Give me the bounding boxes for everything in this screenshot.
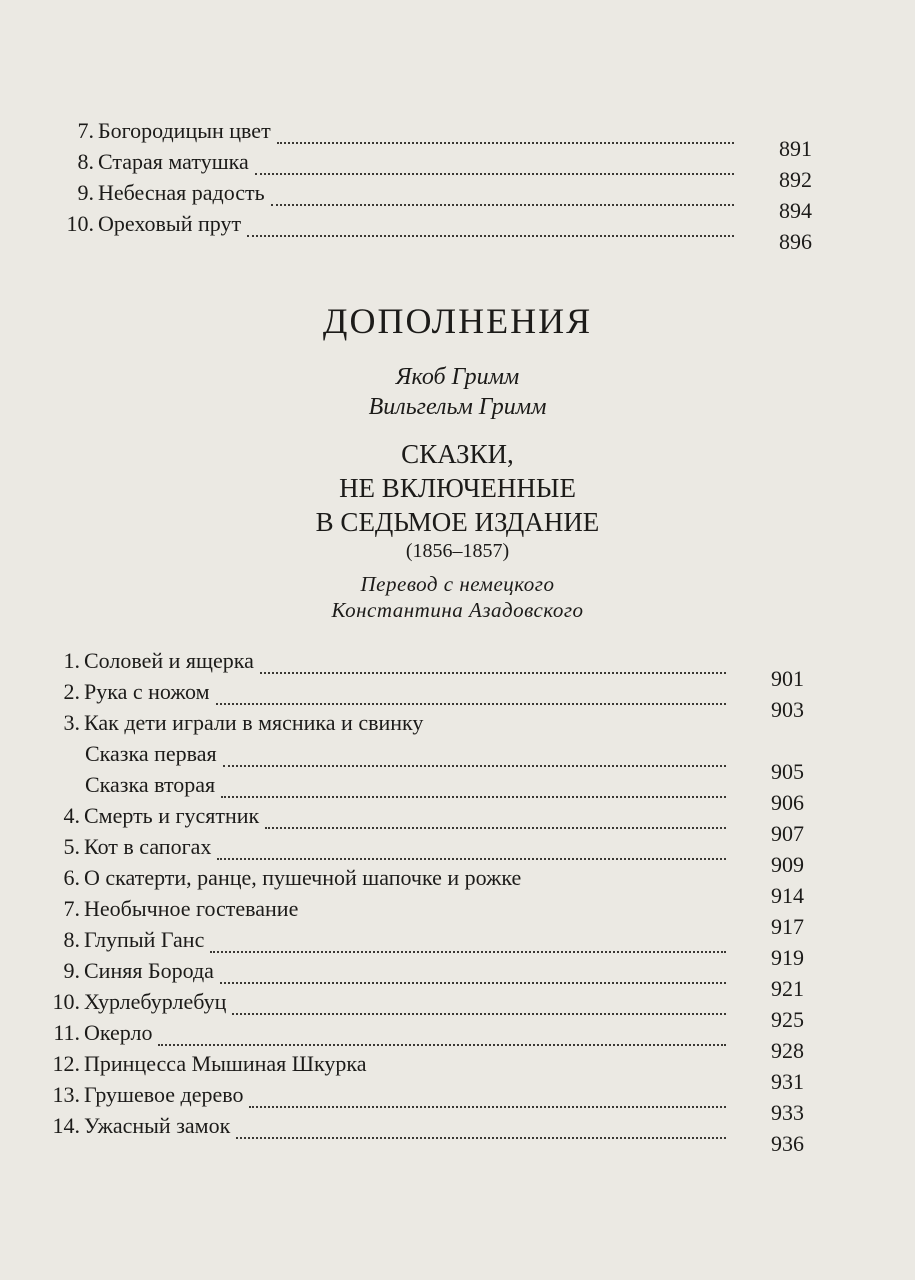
entry-title: Богородицын цвет (98, 118, 277, 144)
dot-leader (249, 1092, 726, 1108)
entry-page: 892 (779, 167, 812, 192)
entry-title: Принцесса Мышиная Шкурка (84, 1051, 373, 1077)
entry-page: 933 (771, 1100, 804, 1125)
toc-entry (38, 958, 804, 1001)
entry-title: Рука с ножом (84, 679, 216, 705)
entry-page: 909 (771, 852, 804, 877)
entry-title: Кот в сапогах (84, 834, 217, 860)
dot-leader (216, 689, 726, 705)
dot-leader (217, 844, 726, 860)
author-name: Вильгельм Гримм (368, 394, 547, 420)
entry-title: Старая матушка (98, 149, 255, 175)
entry-number: 13. (52, 1082, 80, 1107)
author-name: Якоб Гримм (395, 364, 520, 390)
toc-entry (52, 211, 812, 254)
entry-page: 914 (771, 883, 804, 908)
entry-number: 5. (63, 834, 80, 859)
entry-page: 925 (771, 1007, 804, 1032)
entry-number: 7. (77, 118, 94, 143)
entry-title: Соловей и ящерка (84, 648, 260, 674)
toc-entry (38, 1082, 804, 1125)
entry-number: 1. (63, 648, 80, 673)
collection-title: СКАЗКИ, (401, 439, 514, 469)
entry-number: 9. (63, 958, 80, 983)
entry-page: 907 (771, 821, 804, 846)
entry-number: 10. (66, 211, 94, 236)
entry-title: Сказка первая (85, 741, 223, 767)
toc-entry (38, 927, 804, 970)
entry-page: 906 (771, 790, 804, 815)
translator-credit: Перевод с немецкого (360, 572, 555, 596)
toc-entry (38, 648, 804, 691)
dot-leader (210, 937, 726, 953)
dot-leader (220, 968, 726, 984)
toc-entry (38, 989, 804, 1032)
entry-number: 3. (63, 710, 80, 735)
collection-title: В СЕДЬМОЕ ИЗДАНИЕ (315, 507, 600, 537)
entry-title: Глупый Ганс (84, 927, 210, 953)
entry-number: 4. (63, 803, 80, 828)
toc-entry (38, 896, 804, 939)
toc-top-list (52, 118, 812, 254)
entry-number: 8. (77, 149, 94, 174)
entry-page: 896 (779, 229, 812, 254)
toc-subentry (38, 772, 804, 815)
entry-number: 12. (52, 1051, 80, 1076)
entry-title: Хурлебурлебуц (84, 989, 232, 1015)
entry-page: 903 (771, 697, 804, 722)
entry-title: Ореховый прут (98, 211, 247, 237)
dot-leader (232, 999, 726, 1015)
dot-leader (236, 1123, 726, 1139)
toc-entry (38, 865, 804, 908)
entry-title: Ужасный замок (84, 1113, 236, 1139)
entry-page: 928 (771, 1038, 804, 1063)
entry-title: Сказка вторая (85, 772, 221, 798)
dot-leader (158, 1030, 726, 1046)
toc-entry (38, 1020, 804, 1063)
entry-page: 921 (771, 976, 804, 1001)
dot-leader (277, 128, 734, 144)
entry-title: Синяя Борода (84, 958, 220, 984)
collection-years: (1856–1857) (405, 540, 510, 562)
toc-subentry (38, 741, 804, 784)
toc-entry (52, 118, 812, 161)
entry-title: Как дети играли в мясника и свинку (84, 710, 429, 736)
section-heading: ДОПОЛНЕНИЯ (322, 301, 593, 341)
entry-number: 14. (52, 1113, 80, 1138)
toc-entry (52, 149, 812, 192)
entry-page: 905 (771, 759, 804, 784)
entry-page: 919 (771, 945, 804, 970)
entry-number: 2. (63, 679, 80, 704)
toc-entry (38, 710, 804, 741)
entry-page: 936 (771, 1131, 804, 1156)
entry-number: 6. (63, 865, 80, 890)
toc-entry (38, 803, 804, 846)
entry-page: 901 (771, 666, 804, 691)
dot-leader (260, 658, 726, 674)
entry-title: Смерть и гусятник (84, 803, 265, 829)
entry-page: 894 (779, 198, 812, 223)
entry-number: 10. (52, 989, 80, 1014)
entry-page: 891 (779, 136, 812, 161)
entry-number: 7. (63, 896, 80, 921)
entry-title: Окерло (84, 1020, 158, 1046)
toc-entry (38, 679, 804, 722)
entry-title: Небесная радость (98, 180, 271, 206)
dot-leader (255, 159, 734, 175)
dot-leader (265, 813, 726, 829)
entry-title: Необычное гостевание (84, 896, 304, 922)
dot-leader (223, 751, 726, 767)
entry-title: О скатерти, ранце, пушечной шапочке и рожке (84, 865, 527, 891)
translator-credit: Константина Азадовского (331, 598, 584, 622)
toc-entry (52, 180, 812, 223)
collection-title: НЕ ВКЛЮЧЕННЫЕ (339, 473, 576, 503)
toc-bottom-list (38, 648, 804, 1156)
toc-entry (38, 1113, 804, 1156)
entry-page: 917 (771, 914, 804, 939)
toc-entry (38, 1051, 804, 1094)
entry-number: 8. (63, 927, 80, 952)
entry-title: Грушевое дерево (84, 1082, 249, 1108)
entry-number: 9. (77, 180, 94, 205)
toc-entry (38, 834, 804, 877)
entry-number: 11. (53, 1020, 80, 1045)
dot-leader (221, 782, 726, 798)
dot-leader (247, 221, 734, 237)
entry-page: 931 (771, 1069, 804, 1094)
dot-leader (271, 190, 734, 206)
